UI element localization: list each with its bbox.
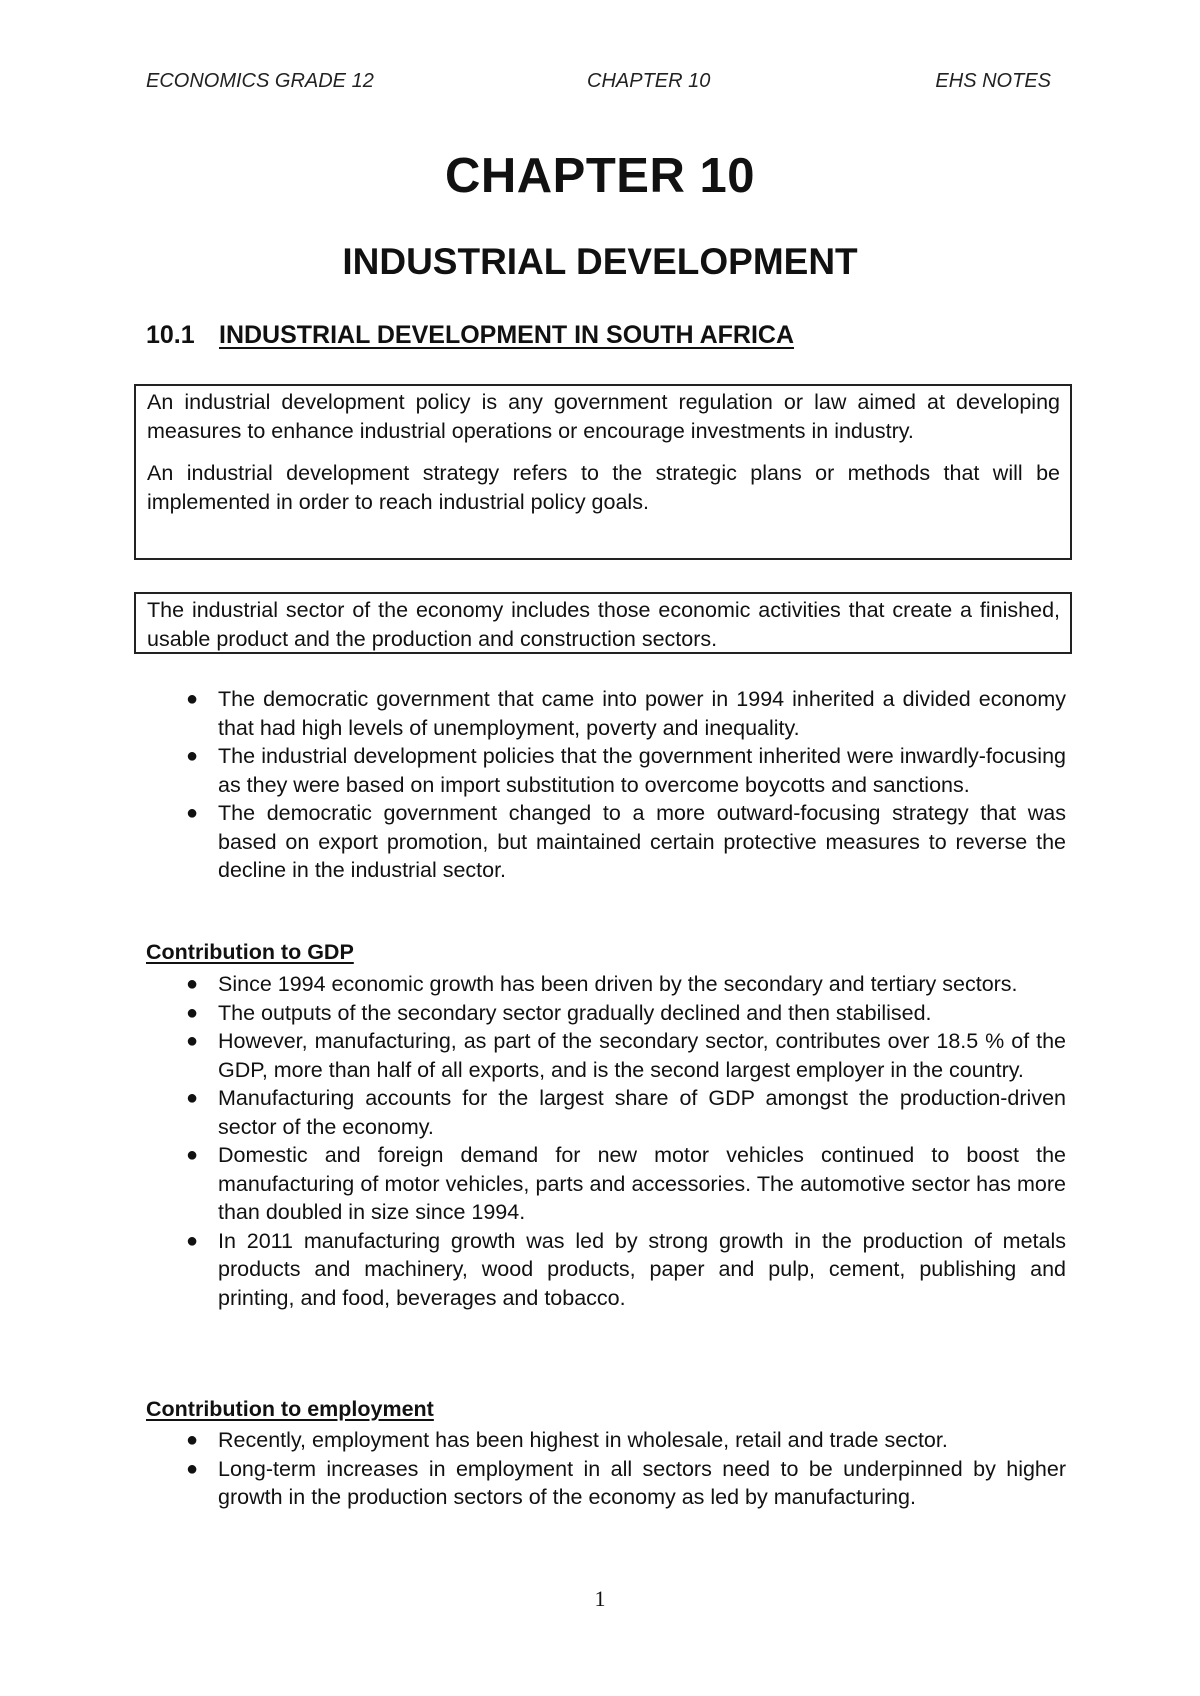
list-item: ● In 2011 manufacturing growth was led by strong growth in the production of metals products and machinery, wood products, paper and pulp, cement, publishing and printing, and food, beverages and tobacco. [186, 1228, 1066, 1310]
list-item: ● The democratic government that came into power in 1994 inherited a divided economy that had high levels of unemployment, poverty and inequality. [186, 687, 1066, 740]
bullet-icon: ● [186, 1030, 199, 1052]
bullet-icon: ● [186, 1144, 199, 1166]
list-item: ● The democratic government changed to a more outward-focusing strategy that was based on export promotion, but maintained certain protective measures to reverse the decline in the industrial sector. [186, 801, 1066, 882]
bullet-icon: ● [186, 1457, 199, 1480]
policy-definition: An industrial development policy is any government regulation or law aimed at developing measures to enhance industrial operations or encourage investments in industry. [147, 390, 1060, 443]
strategy-definition: An industrial development strategy refers to the strategic plans or methods that will be implemented in order to reach industrial policy goals. [147, 461, 1060, 514]
header-notes: EHS NOTES [935, 70, 1051, 92]
running-header [146, 70, 1051, 100]
bullet-icon: ● [186, 1229, 199, 1252]
section-number: 10.1 [146, 321, 195, 349]
chapter-title: CHAPTER 10 [445, 149, 755, 203]
header-subject: ECONOMICS GRADE 12 [146, 70, 374, 92]
bullet-icon: ● [186, 1087, 199, 1109]
industrial-sector-definition: The industrial sector of the economy includes those economic activities that create a finished, usable product and the production and construction sectors. [147, 598, 1060, 651]
bullet-icon: ● [186, 745, 199, 767]
header-chapter: CHAPTER 10 [587, 70, 711, 92]
definitions-box [134, 384, 1072, 560]
bullet-icon: ● [186, 1429, 199, 1451]
list-item: ● However, manufacturing, as part of the secondary sector, contributes over 18.5 % of the GDP, more than half of all exports, and is the second largest employer in the country. [186, 1029, 1066, 1082]
list-item: ● Manufacturing accounts for the largest share of GDP amongst the production-driven sector of the economy. [186, 1086, 1066, 1139]
list-item: ● The industrial development policies that the government inherited were inwardly-focusing as they were based on import substitution to overcome boycotts and sanctions. [186, 744, 1066, 797]
section-heading [146, 321, 794, 350]
bullet-icon: ● [186, 1001, 199, 1024]
employment-heading: Contribution to employment [146, 1397, 434, 1421]
gdp-bullet-list [146, 970, 1066, 1312]
bullet-icon: ● [186, 973, 199, 995]
list-item: ● Since 1994 economic growth has been driven by the secondary and tertiary sectors. [146, 970, 1066, 999]
list-item: ● Recently, employment has been highest in wholesale, retail and trade sector. [146, 1426, 1066, 1455]
chapter-subtitle: INDUSTRIAL DEVELOPMENT [342, 241, 858, 282]
list-item: ● Long-term increases in employment in all sectors need to be underpinned by higher growth in the production sectors of the economy as led by manufacturing. [186, 1456, 1066, 1509]
industrial-sector-box [134, 592, 1072, 654]
intro-bullet-list [146, 685, 1066, 885]
page-number: 1 [594, 1586, 606, 1611]
list-item: ● The outputs of the secondary sector gradually declined and then stabilised. [146, 999, 1066, 1028]
bullet-icon: ● [186, 688, 199, 710]
employment-bullet-list [146, 1426, 1066, 1512]
bullet-icon: ● [186, 802, 199, 824]
section-title: INDUSTRIAL DEVELOPMENT IN SOUTH AFRICA [219, 321, 795, 349]
list-item: ● Domestic and foreign demand for new motor vehicles continued to boost the manufacturing of motor vehicles, parts and accessories. The automotive sector has more than doubled in size since 1994. [186, 1143, 1066, 1224]
gdp-heading: Contribution to GDP [146, 940, 354, 964]
